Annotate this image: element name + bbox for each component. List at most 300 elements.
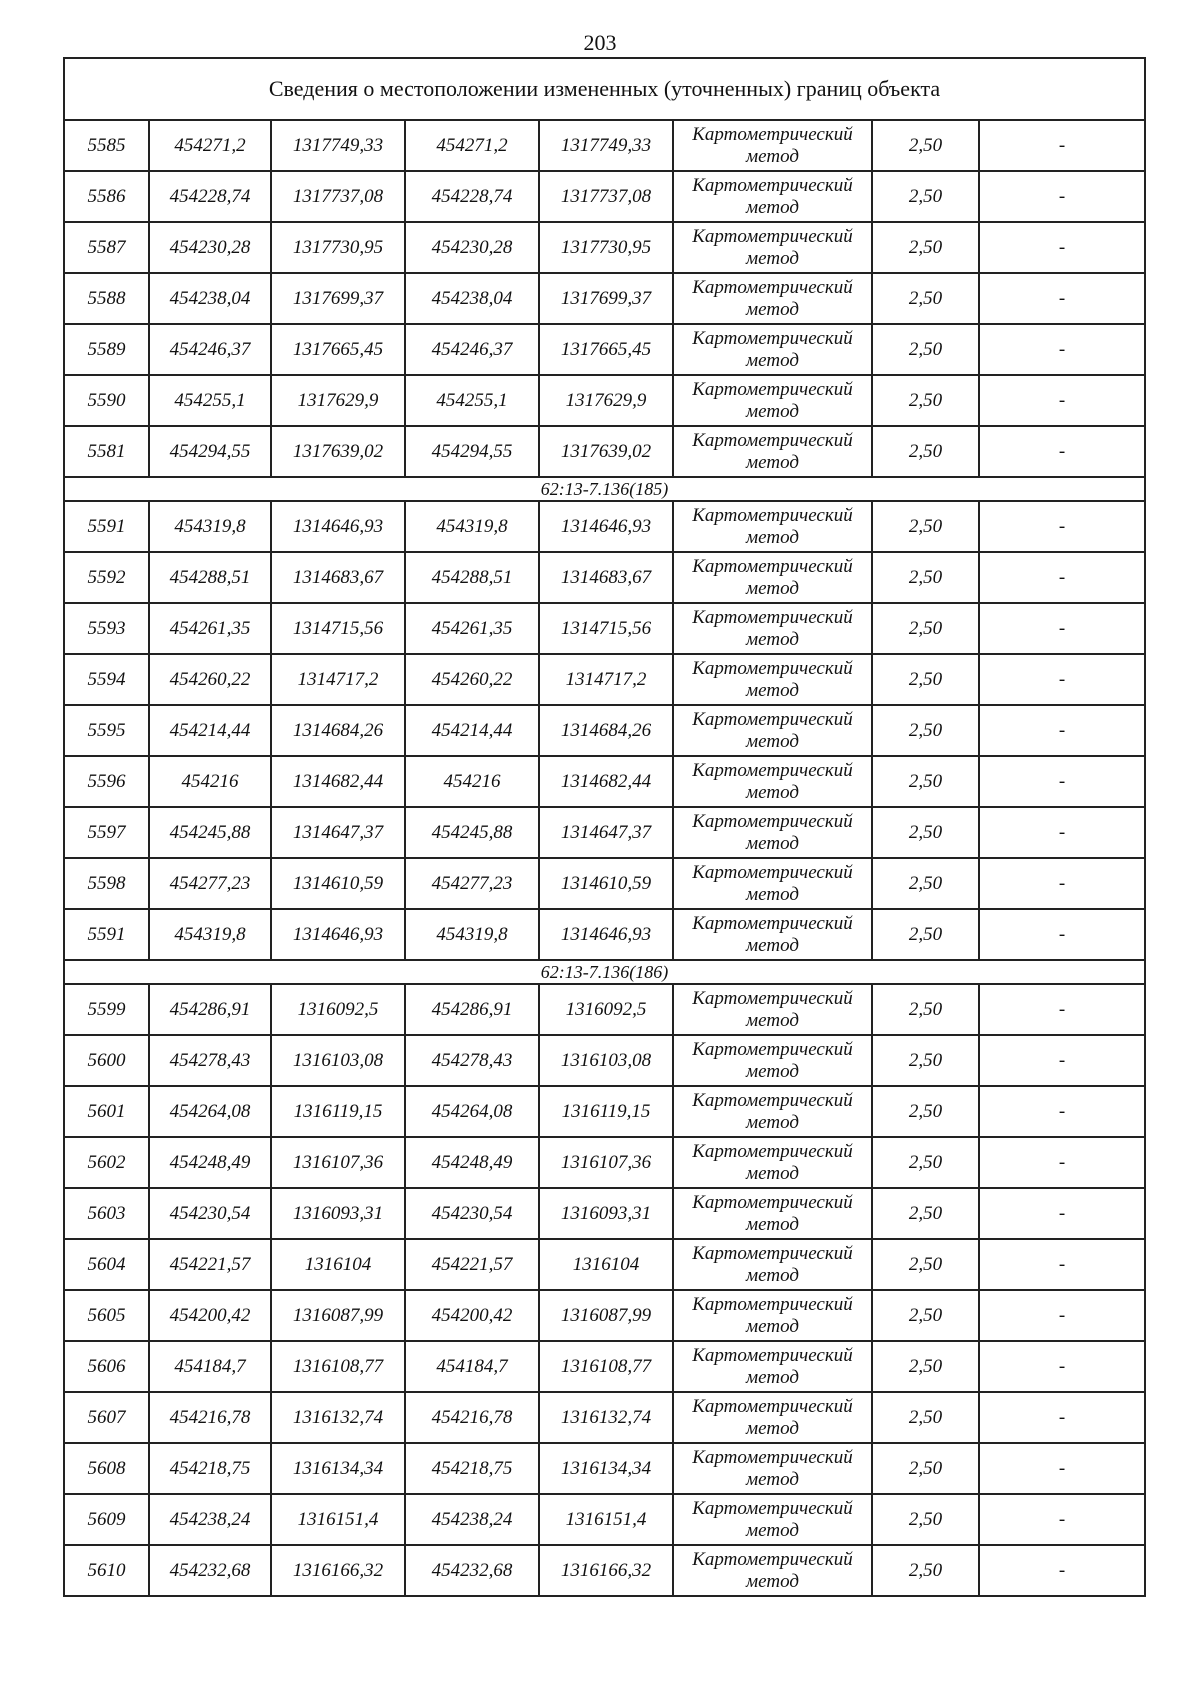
point-number-cell: 5585 [64, 120, 149, 171]
accuracy-cell: 2,50 [872, 858, 979, 909]
method-cell [673, 1188, 872, 1239]
accuracy-cell: 2,50 [872, 654, 979, 705]
refined-x-cell: 454319,8 [405, 909, 539, 960]
existing-x-cell: 454230,28 [149, 222, 271, 273]
refined-x-cell: 454184,7 [405, 1341, 539, 1392]
existing-y-cell: 1314647,37 [271, 807, 405, 858]
point-number-cell: 5603 [64, 1188, 149, 1239]
method-line-2: метод [746, 1009, 799, 1031]
table-row [64, 1188, 1145, 1239]
method-cell [673, 1035, 872, 1086]
point-number-cell: 5610 [64, 1545, 149, 1596]
accuracy-cell: 2,50 [872, 756, 979, 807]
refined-y-cell: 1316119,15 [539, 1086, 673, 1137]
accuracy-cell: 2,50 [872, 273, 979, 324]
existing-x-cell: 454184,7 [149, 1341, 271, 1392]
table-row [64, 807, 1145, 858]
note-cell: - [979, 501, 1145, 552]
point-number-cell: 5606 [64, 1341, 149, 1392]
point-number-cell: 5586 [64, 171, 149, 222]
existing-y-cell: 1316104 [271, 1239, 405, 1290]
existing-y-cell: 1314684,26 [271, 705, 405, 756]
existing-x-cell: 454248,49 [149, 1137, 271, 1188]
method-line-1: Картометрический [692, 759, 853, 781]
note-cell: - [979, 222, 1145, 273]
method-line-2: метод [746, 526, 799, 548]
existing-y-cell: 1316166,32 [271, 1545, 405, 1596]
refined-x-cell: 454261,35 [405, 603, 539, 654]
method-line-1: Картометрический [692, 657, 853, 679]
method-line-1: Картометрический [692, 1191, 853, 1213]
method-cell [673, 501, 872, 552]
table-row [64, 1392, 1145, 1443]
table-row [64, 375, 1145, 426]
existing-x-cell: 454232,68 [149, 1545, 271, 1596]
existing-x-cell: 454255,1 [149, 375, 271, 426]
accuracy-cell: 2,50 [872, 171, 979, 222]
section-header-row [64, 960, 1145, 984]
existing-x-cell: 454200,42 [149, 1290, 271, 1341]
existing-x-cell: 454319,8 [149, 501, 271, 552]
existing-y-cell: 1316092,5 [271, 984, 405, 1035]
refined-x-cell: 454228,74 [405, 171, 539, 222]
note-cell: - [979, 1035, 1145, 1086]
existing-y-cell: 1314610,59 [271, 858, 405, 909]
note-cell: - [979, 171, 1145, 222]
method-line-1: Картометрический [692, 861, 853, 883]
existing-x-cell: 454214,44 [149, 705, 271, 756]
refined-x-cell: 454238,04 [405, 273, 539, 324]
existing-x-cell: 454264,08 [149, 1086, 271, 1137]
method-line-2: метод [746, 400, 799, 422]
method-cell [673, 1392, 872, 1443]
note-cell: - [979, 1392, 1145, 1443]
existing-y-cell: 1314717,2 [271, 654, 405, 705]
existing-y-cell: 1316151,4 [271, 1494, 405, 1545]
existing-y-cell: 1314682,44 [271, 756, 405, 807]
refined-x-cell: 454277,23 [405, 858, 539, 909]
method-line-2: метод [746, 1162, 799, 1184]
accuracy-cell: 2,50 [872, 222, 979, 273]
note-cell: - [979, 1443, 1145, 1494]
table-row [64, 1239, 1145, 1290]
accuracy-cell: 2,50 [872, 1494, 979, 1545]
accuracy-cell: 2,50 [872, 501, 979, 552]
refined-y-cell: 1317749,33 [539, 120, 673, 171]
table-row [64, 654, 1145, 705]
method-cell [673, 426, 872, 477]
method-cell [673, 1239, 872, 1290]
method-line-1: Картометрический [692, 708, 853, 730]
refined-y-cell: 1314610,59 [539, 858, 673, 909]
method-cell [673, 552, 872, 603]
point-number-cell: 5602 [64, 1137, 149, 1188]
table-row [64, 1290, 1145, 1341]
method-cell [673, 375, 872, 426]
refined-x-cell: 454245,88 [405, 807, 539, 858]
point-number-cell: 5596 [64, 756, 149, 807]
method-line-2: метод [746, 730, 799, 752]
method-cell [673, 273, 872, 324]
refined-y-cell: 1314647,37 [539, 807, 673, 858]
method-line-1: Картометрический [692, 378, 853, 400]
table-row [64, 222, 1145, 273]
existing-y-cell: 1316093,31 [271, 1188, 405, 1239]
point-number-cell: 5591 [64, 909, 149, 960]
boundary-coordinates-table [63, 57, 1146, 1597]
method-line-1: Картометрический [692, 504, 853, 526]
refined-x-cell: 454286,91 [405, 984, 539, 1035]
existing-x-cell: 454261,35 [149, 603, 271, 654]
note-cell: - [979, 603, 1145, 654]
existing-y-cell: 1317730,95 [271, 222, 405, 273]
note-cell: - [979, 426, 1145, 477]
point-number-cell: 5599 [64, 984, 149, 1035]
note-cell: - [979, 705, 1145, 756]
note-cell: - [979, 1545, 1145, 1596]
existing-y-cell: 1317639,02 [271, 426, 405, 477]
accuracy-cell: 2,50 [872, 1443, 979, 1494]
cadastral-number-label: 62:13-7.136(185) [64, 477, 1145, 501]
method-line-1: Картометрический [692, 606, 853, 628]
method-line-2: метод [746, 1264, 799, 1286]
accuracy-cell: 2,50 [872, 1290, 979, 1341]
method-cell [673, 1137, 872, 1188]
existing-y-cell: 1316107,36 [271, 1137, 405, 1188]
existing-x-cell: 454288,51 [149, 552, 271, 603]
refined-x-cell: 454294,55 [405, 426, 539, 477]
accuracy-cell: 2,50 [872, 552, 979, 603]
existing-x-cell: 454260,22 [149, 654, 271, 705]
accuracy-cell: 2,50 [872, 984, 979, 1035]
method-cell [673, 1443, 872, 1494]
accuracy-cell: 2,50 [872, 1188, 979, 1239]
existing-x-cell: 454286,91 [149, 984, 271, 1035]
refined-y-cell: 1316166,32 [539, 1545, 673, 1596]
refined-x-cell: 454288,51 [405, 552, 539, 603]
method-line-2: метод [746, 1315, 799, 1337]
refined-y-cell: 1314683,67 [539, 552, 673, 603]
refined-y-cell: 1317639,02 [539, 426, 673, 477]
method-cell [673, 1545, 872, 1596]
existing-x-cell: 454228,74 [149, 171, 271, 222]
refined-y-cell: 1316132,74 [539, 1392, 673, 1443]
refined-y-cell: 1314717,2 [539, 654, 673, 705]
method-line-2: метод [746, 1570, 799, 1592]
method-cell [673, 1086, 872, 1137]
method-line-2: метод [746, 883, 799, 905]
point-number-cell: 5608 [64, 1443, 149, 1494]
point-number-cell: 5593 [64, 603, 149, 654]
existing-x-cell: 454319,8 [149, 909, 271, 960]
accuracy-cell: 2,50 [872, 807, 979, 858]
existing-y-cell: 1316108,77 [271, 1341, 405, 1392]
method-line-2: метод [746, 196, 799, 218]
method-line-2: метод [746, 1366, 799, 1388]
method-cell [673, 120, 872, 171]
method-line-1: Картометрический [692, 810, 853, 832]
accuracy-cell: 2,50 [872, 1086, 979, 1137]
method-cell [673, 1341, 872, 1392]
note-cell: - [979, 1341, 1145, 1392]
method-line-1: Картометрический [692, 912, 853, 934]
existing-x-cell: 454246,37 [149, 324, 271, 375]
method-cell [673, 756, 872, 807]
method-line-1: Картометрический [692, 225, 853, 247]
refined-y-cell: 1317730,95 [539, 222, 673, 273]
refined-x-cell: 454232,68 [405, 1545, 539, 1596]
point-number-cell: 5592 [64, 552, 149, 603]
refined-y-cell: 1316108,77 [539, 1341, 673, 1392]
point-number-cell: 5590 [64, 375, 149, 426]
method-line-1: Картометрический [692, 1497, 853, 1519]
existing-y-cell: 1317665,45 [271, 324, 405, 375]
table-row [64, 426, 1145, 477]
method-line-2: метод [746, 1417, 799, 1439]
note-cell: - [979, 1239, 1145, 1290]
note-cell: - [979, 552, 1145, 603]
accuracy-cell: 2,50 [872, 603, 979, 654]
accuracy-cell: 2,50 [872, 375, 979, 426]
table-row [64, 1137, 1145, 1188]
method-line-1: Картометрический [692, 1089, 853, 1111]
table-row [64, 1086, 1145, 1137]
note-cell: - [979, 1494, 1145, 1545]
method-line-2: метод [746, 247, 799, 269]
method-line-1: Картометрический [692, 1548, 853, 1570]
point-number-cell: 5601 [64, 1086, 149, 1137]
note-cell: - [979, 120, 1145, 171]
existing-x-cell: 454245,88 [149, 807, 271, 858]
existing-y-cell: 1316132,74 [271, 1392, 405, 1443]
table-row [64, 501, 1145, 552]
existing-y-cell: 1314715,56 [271, 603, 405, 654]
refined-x-cell: 454221,57 [405, 1239, 539, 1290]
method-line-1: Картометрический [692, 174, 853, 196]
table-row [64, 603, 1145, 654]
accuracy-cell: 2,50 [872, 1392, 979, 1443]
refined-y-cell: 1314646,93 [539, 909, 673, 960]
point-number-cell: 5581 [64, 426, 149, 477]
refined-y-cell: 1316087,99 [539, 1290, 673, 1341]
refined-y-cell: 1314682,44 [539, 756, 673, 807]
existing-x-cell: 454294,55 [149, 426, 271, 477]
existing-x-cell: 454277,23 [149, 858, 271, 909]
accuracy-cell: 2,50 [872, 426, 979, 477]
existing-y-cell: 1314683,67 [271, 552, 405, 603]
table-title-row [64, 58, 1145, 120]
existing-y-cell: 1317749,33 [271, 120, 405, 171]
method-line-1: Картометрический [692, 1395, 853, 1417]
accuracy-cell: 2,50 [872, 120, 979, 171]
method-line-1: Картометрический [692, 987, 853, 1009]
refined-y-cell: 1316151,4 [539, 1494, 673, 1545]
point-number-cell: 5607 [64, 1392, 149, 1443]
point-number-cell: 5600 [64, 1035, 149, 1086]
refined-x-cell: 454319,8 [405, 501, 539, 552]
point-number-cell: 5604 [64, 1239, 149, 1290]
note-cell: - [979, 324, 1145, 375]
existing-x-cell: 454221,57 [149, 1239, 271, 1290]
refined-y-cell: 1316104 [539, 1239, 673, 1290]
table-row [64, 552, 1145, 603]
refined-x-cell: 454200,42 [405, 1290, 539, 1341]
method-line-1: Картометрический [692, 1446, 853, 1468]
refined-y-cell: 1314646,93 [539, 501, 673, 552]
existing-y-cell: 1314646,93 [271, 501, 405, 552]
method-line-2: метод [746, 145, 799, 167]
existing-x-cell: 454238,24 [149, 1494, 271, 1545]
refined-y-cell: 1317737,08 [539, 171, 673, 222]
accuracy-cell: 2,50 [872, 1035, 979, 1086]
method-line-1: Картометрический [692, 276, 853, 298]
point-number-cell: 5609 [64, 1494, 149, 1545]
refined-x-cell: 454218,75 [405, 1443, 539, 1494]
point-number-cell: 5591 [64, 501, 149, 552]
method-line-2: метод [746, 934, 799, 956]
method-line-1: Картометрический [692, 429, 853, 451]
refined-y-cell: 1317699,37 [539, 273, 673, 324]
page-number: 203 [583, 30, 617, 55]
refined-x-cell: 454264,08 [405, 1086, 539, 1137]
method-cell [673, 858, 872, 909]
table-row [64, 909, 1145, 960]
method-cell [673, 1290, 872, 1341]
point-number-cell: 5587 [64, 222, 149, 273]
refined-x-cell: 454260,22 [405, 654, 539, 705]
existing-y-cell: 1317737,08 [271, 171, 405, 222]
table-row [64, 1341, 1145, 1392]
method-line-2: метод [746, 298, 799, 320]
existing-y-cell: 1317699,37 [271, 273, 405, 324]
existing-y-cell: 1316119,15 [271, 1086, 405, 1137]
note-cell: - [979, 1188, 1145, 1239]
method-cell [673, 324, 872, 375]
note-cell: - [979, 273, 1145, 324]
method-line-2: метод [746, 679, 799, 701]
existing-x-cell: 454278,43 [149, 1035, 271, 1086]
method-line-2: метод [746, 628, 799, 650]
existing-x-cell: 454238,04 [149, 273, 271, 324]
point-number-cell: 5589 [64, 324, 149, 375]
accuracy-cell: 2,50 [872, 324, 979, 375]
accuracy-cell: 2,50 [872, 1545, 979, 1596]
accuracy-cell: 2,50 [872, 1341, 979, 1392]
note-cell: - [979, 858, 1145, 909]
method-cell [673, 171, 872, 222]
existing-x-cell: 454216 [149, 756, 271, 807]
table-row [64, 120, 1145, 171]
note-cell: - [979, 1290, 1145, 1341]
point-number-cell: 5594 [64, 654, 149, 705]
accuracy-cell: 2,50 [872, 705, 979, 756]
existing-y-cell: 1314646,93 [271, 909, 405, 960]
method-cell [673, 1494, 872, 1545]
section-header-row [64, 477, 1145, 501]
method-line-2: метод [746, 832, 799, 854]
accuracy-cell: 2,50 [872, 1239, 979, 1290]
refined-x-cell: 454248,49 [405, 1137, 539, 1188]
table-row [64, 756, 1145, 807]
note-cell: - [979, 1137, 1145, 1188]
method-line-1: Картометрический [692, 1242, 853, 1264]
table-row [64, 1545, 1145, 1596]
method-line-1: Картометрический [692, 123, 853, 145]
existing-y-cell: 1316103,08 [271, 1035, 405, 1086]
method-line-1: Картометрический [692, 1140, 853, 1162]
accuracy-cell: 2,50 [872, 1137, 979, 1188]
method-line-2: метод [746, 1060, 799, 1082]
refined-y-cell: 1316092,5 [539, 984, 673, 1035]
refined-y-cell: 1316093,31 [539, 1188, 673, 1239]
note-cell: - [979, 909, 1145, 960]
accuracy-cell: 2,50 [872, 909, 979, 960]
note-cell: - [979, 375, 1145, 426]
method-line-1: Картометрический [692, 1293, 853, 1315]
note-cell: - [979, 807, 1145, 858]
method-line-2: метод [746, 1111, 799, 1133]
refined-x-cell: 454216,78 [405, 1392, 539, 1443]
note-cell: - [979, 654, 1145, 705]
table-row [64, 984, 1145, 1035]
refined-x-cell: 454230,54 [405, 1188, 539, 1239]
refined-y-cell: 1314715,56 [539, 603, 673, 654]
method-line-2: метод [746, 781, 799, 803]
refined-x-cell: 454255,1 [405, 375, 539, 426]
method-line-2: метод [746, 349, 799, 371]
method-line-2: метод [746, 1213, 799, 1235]
table-row [64, 858, 1145, 909]
refined-y-cell: 1317665,45 [539, 324, 673, 375]
existing-y-cell: 1316134,34 [271, 1443, 405, 1494]
refined-x-cell: 454230,28 [405, 222, 539, 273]
point-number-cell: 5588 [64, 273, 149, 324]
refined-x-cell: 454246,37 [405, 324, 539, 375]
method-line-2: метод [746, 577, 799, 599]
point-number-cell: 5598 [64, 858, 149, 909]
note-cell: - [979, 1086, 1145, 1137]
table-row [64, 705, 1145, 756]
refined-x-cell: 454216 [405, 756, 539, 807]
refined-y-cell: 1317629,9 [539, 375, 673, 426]
note-cell: - [979, 756, 1145, 807]
refined-y-cell: 1316103,08 [539, 1035, 673, 1086]
existing-x-cell: 454218,75 [149, 1443, 271, 1494]
method-line-2: метод [746, 1519, 799, 1541]
table-row [64, 273, 1145, 324]
method-cell [673, 984, 872, 1035]
refined-x-cell: 454238,24 [405, 1494, 539, 1545]
method-line-2: метод [746, 1468, 799, 1490]
refined-x-cell: 454278,43 [405, 1035, 539, 1086]
existing-x-cell: 454230,54 [149, 1188, 271, 1239]
point-number-cell: 5597 [64, 807, 149, 858]
method-cell [673, 909, 872, 960]
existing-x-cell: 454216,78 [149, 1392, 271, 1443]
existing-x-cell: 454271,2 [149, 120, 271, 171]
refined-y-cell: 1316134,34 [539, 1443, 673, 1494]
table-row [64, 171, 1145, 222]
method-cell [673, 807, 872, 858]
refined-y-cell: 1316107,36 [539, 1137, 673, 1188]
note-cell: - [979, 984, 1145, 1035]
table-row [64, 324, 1145, 375]
table-row [64, 1443, 1145, 1494]
table-row [64, 1494, 1145, 1545]
refined-x-cell: 454214,44 [405, 705, 539, 756]
refined-y-cell: 1314684,26 [539, 705, 673, 756]
existing-y-cell: 1316087,99 [271, 1290, 405, 1341]
